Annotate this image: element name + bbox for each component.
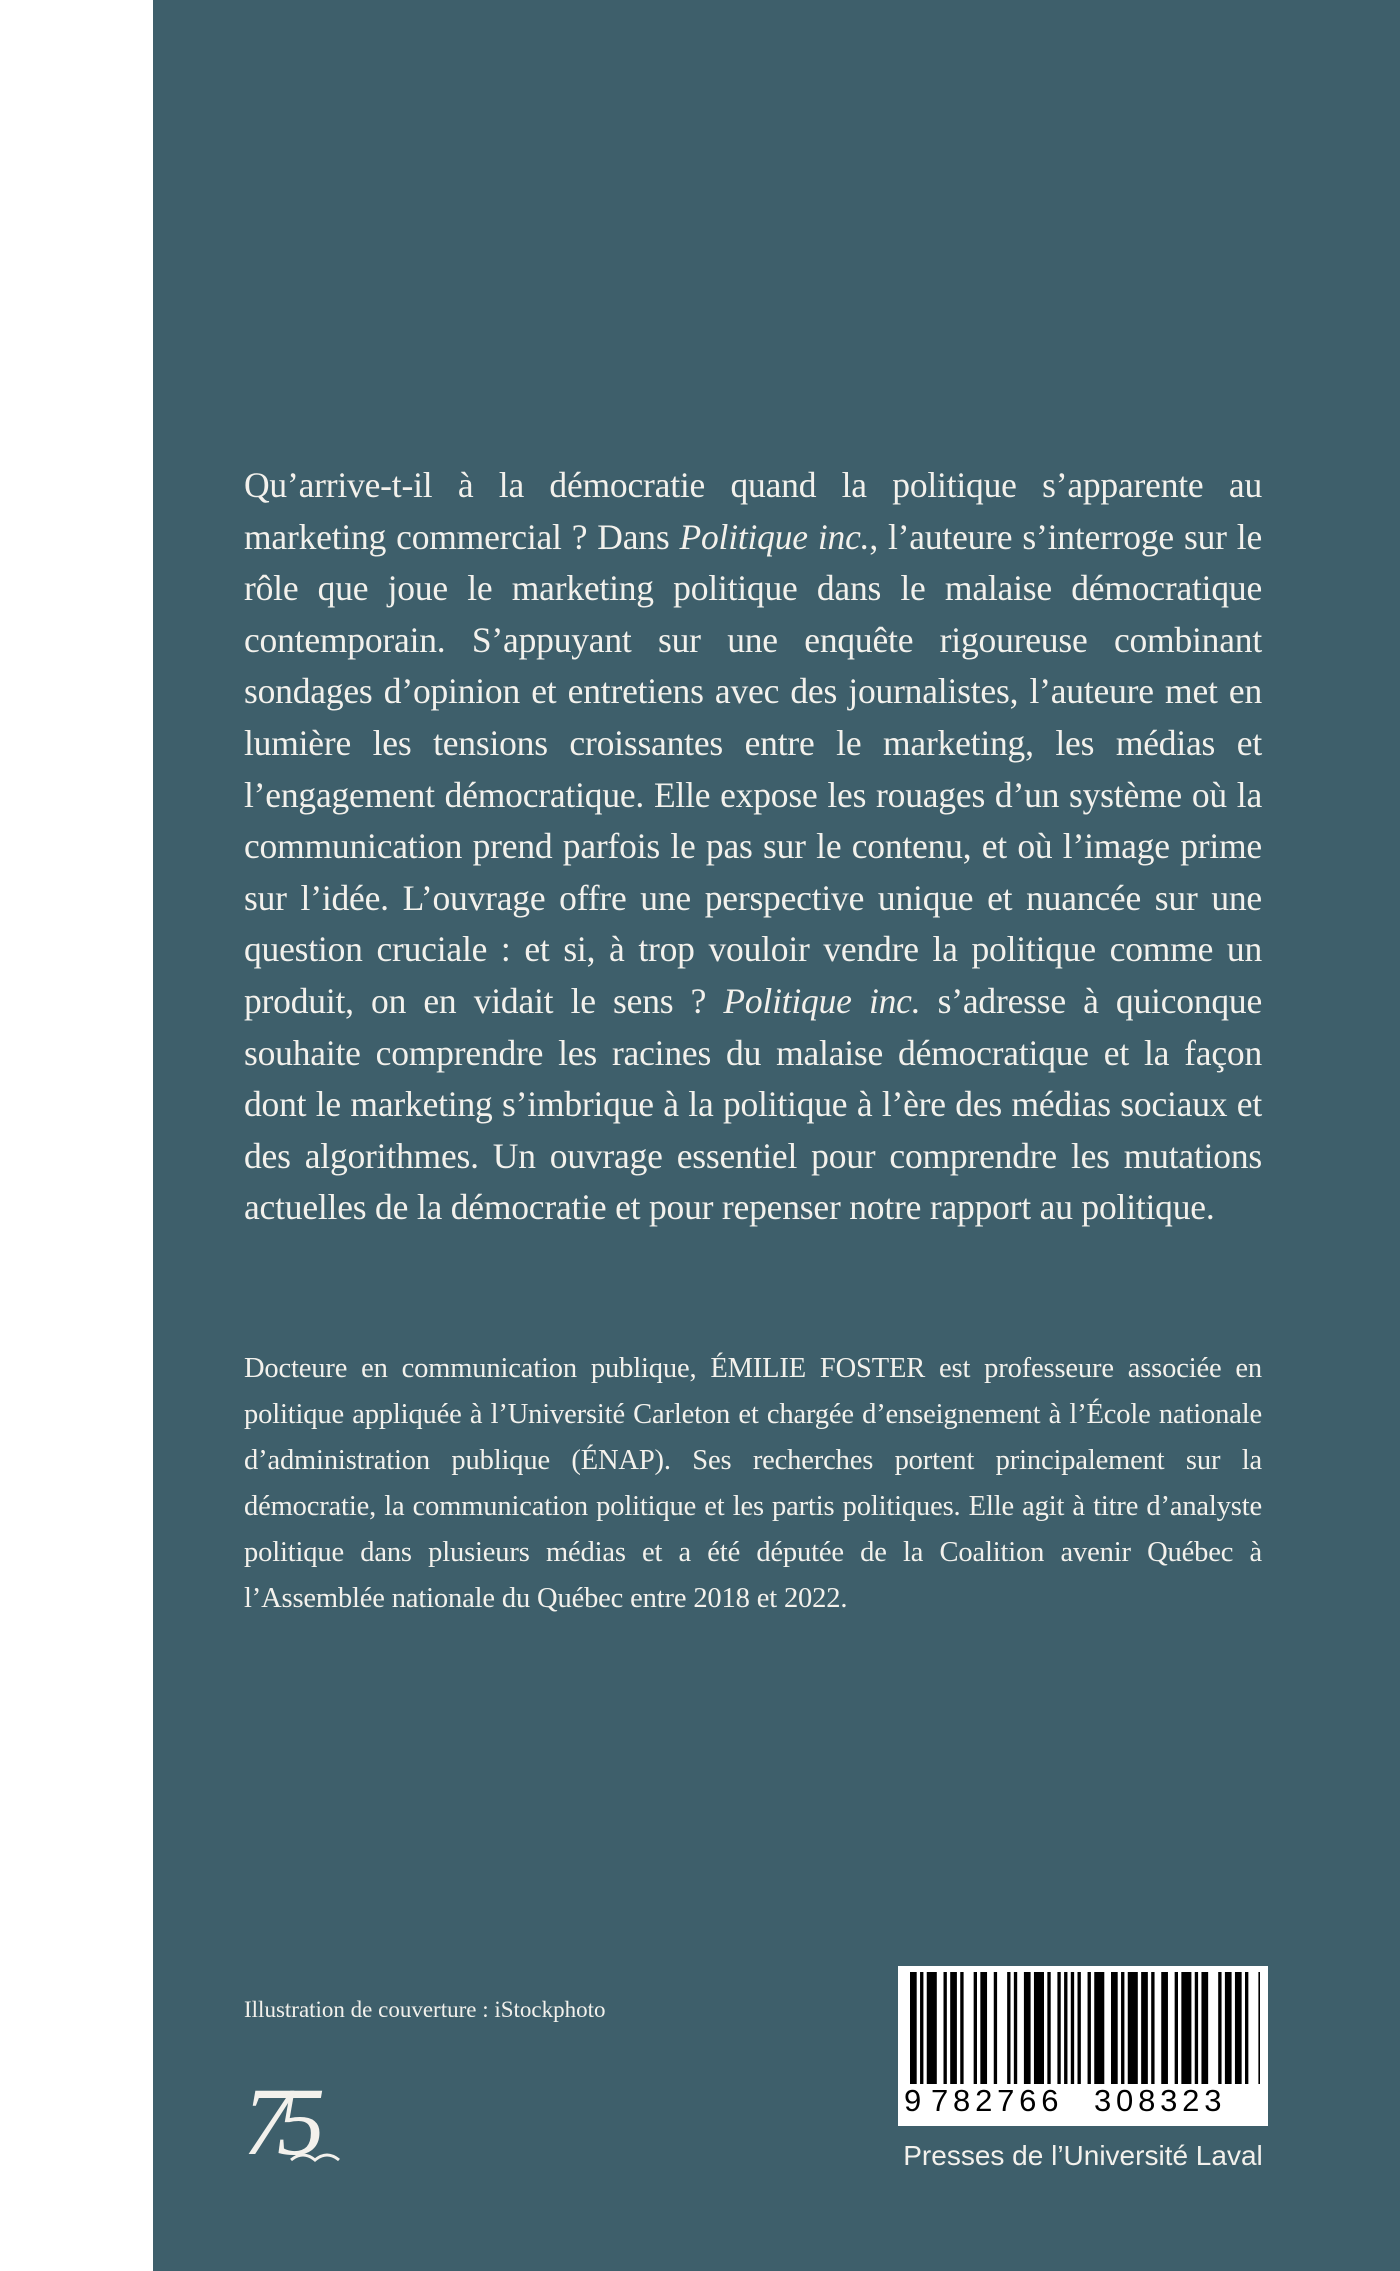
barcode-bar: [1088, 1972, 1091, 2084]
summary-text-2: , l’auteure s’interroge sur le rôle que joue le marketing politique dans le malaise démocratique contemporain. S’appuyant sur une enquête rigoureuse combinant sondages d’opinion et entretiens avec des journalistes, l’auteure met en lumière les tensions croissantes entre le marketing, les médias et l’engagement démocratique. Elle expose les rouages d’un système où la communication prend parfois le pas sur le contenu, et où l’image prime sur l’idée. L’ouvrage offre une perspective unique et nuancée sur une question cruciale : et si, à trop vouloir vendre la politique comme un produit, on en vidait le sens ?: [244, 516, 1262, 1021]
barcode-bar: [994, 1972, 997, 2084]
barcode-bar: [1181, 1972, 1191, 2084]
barcode-bar: [1161, 1972, 1168, 2084]
author-bio: [244, 1346, 1262, 1622]
barcode-bar: [1007, 1972, 1010, 2084]
barcode-bar: [974, 1972, 977, 2084]
barcode-bar: [1128, 1972, 1138, 2084]
barcode-bar: [1034, 1972, 1044, 2084]
summary-text-3: s’adresse à quiconque souhaite comprendre les racines du malaise démocratique et la façon dont le marketing s’imbrique à la politique à l’ère des médias sociaux et des algorithmes. Un ouvrage essentiel pour comprendre les mutations actuelles de la démocratie et pour repenser notre rapport au politique.: [244, 980, 1263, 1228]
barcode-bar: [1078, 1972, 1081, 2084]
isbn-digits: [898, 2078, 1268, 2124]
barcode-bar: [980, 1972, 987, 2084]
anniversary-75-logo: [241, 2070, 361, 2170]
isbn-lead-digit: 9: [904, 2083, 922, 2118]
barcode-bar: [950, 1972, 957, 2084]
barcode-bar: [1151, 1972, 1154, 2084]
barcode-bar: [1064, 1972, 1067, 2084]
barcode-bar: [927, 1972, 937, 2084]
summary-text-1: Qu’arrive-t-il à la démocratie quand la politique s’apparente au marketing commercial ? Dans: [244, 465, 1262, 557]
barcode-bar: [1218, 1972, 1221, 2084]
back-cover: [153, 0, 1400, 2271]
barcode-bar: [920, 1972, 923, 2084]
barcode-bar: [1057, 1972, 1060, 2084]
barcode-bar: [1235, 1972, 1242, 2084]
isbn-left-digits: 782766: [931, 2083, 1064, 2118]
barcode-bar: [1175, 1972, 1178, 2084]
barcode-bars: [906, 1972, 1260, 2084]
book-summary: [244, 460, 1262, 1234]
isbn-barcode: [898, 1966, 1268, 2126]
barcode-bar: [1141, 1972, 1148, 2084]
author-bio-text: Docteure en communication publique, ÉMILIE FOSTER est professeure associée en politique appliquée à l’Université Carleton et chargée d’enseignement à l’École nationale d’administration publique (ÉNAP). Ses recherches portent principalement sur la démocratie, la communication politique et les partis politiques. Elle agit à titre d’analyste politique dans plusieurs médias et a été députée de la Coalition avenir Québec à l’Assemblée nationale du Québec entre 2018 et 2022.: [244, 1353, 1262, 1614]
summary-book-title-1: Politique inc.: [679, 516, 870, 557]
barcode-bar: [1071, 1972, 1074, 2084]
barcode-bar: [1111, 1972, 1118, 2084]
barcode-bar: [944, 1972, 947, 2084]
anniversary-75-logo-icon: [241, 2070, 361, 2170]
publisher-name: Presses de l’Université Laval: [903, 2140, 1263, 2171]
barcode-bar: [1121, 1972, 1124, 2084]
barcode-bar: [1258, 1972, 1260, 2084]
cover-illustration-credit: Illustration de couverture : iStockphoto: [244, 1997, 606, 2022]
barcode-bar: [910, 1972, 917, 2084]
summary-paragraph: [244, 460, 1262, 1234]
barcode-bar: [1014, 1972, 1017, 2084]
barcode-bar: [1225, 1972, 1232, 2084]
barcode-bar: [960, 1972, 963, 2084]
barcode-bar: [1094, 1972, 1104, 2084]
barcode-bar: [1047, 1972, 1050, 2084]
summary-book-title-2: Politique inc.: [723, 980, 921, 1021]
logo-number: 75: [243, 2070, 311, 2170]
barcode-bar: [1024, 1972, 1031, 2084]
barcode-bar: [1245, 1972, 1248, 2084]
page-left-margin: [0, 0, 153, 2271]
barcode-bar: [1195, 1972, 1198, 2084]
isbn-right-digits: 308323: [1094, 2083, 1227, 2118]
barcode-bar: [1201, 1972, 1208, 2084]
